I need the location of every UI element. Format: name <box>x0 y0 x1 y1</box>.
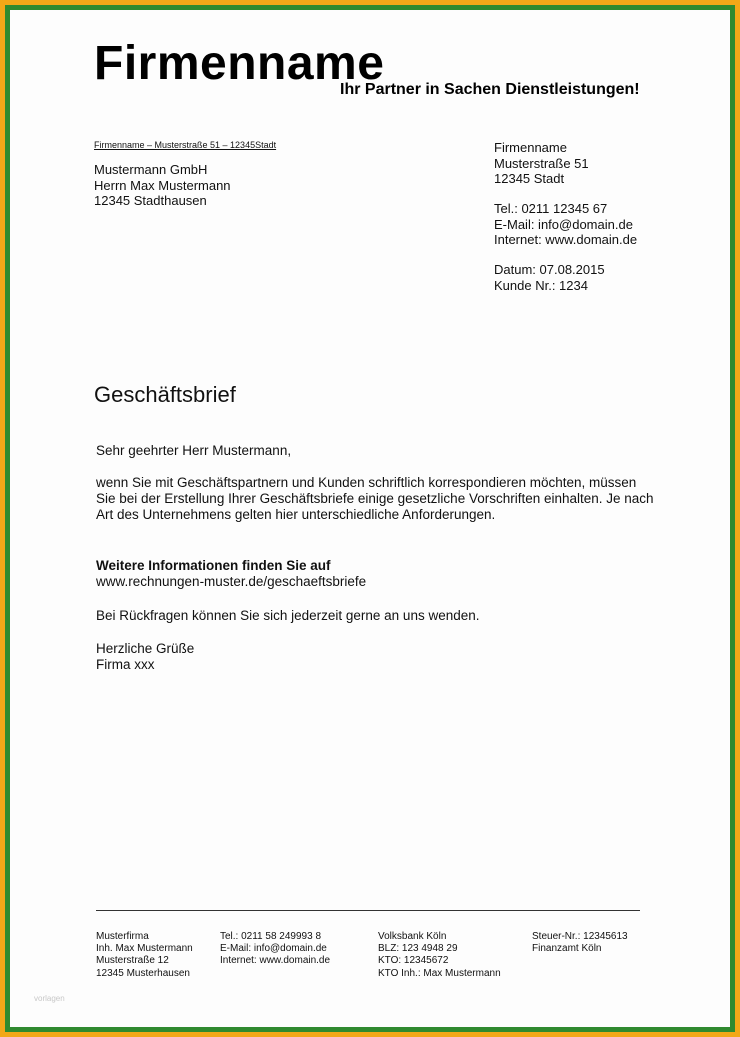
footer-line: E-Mail: info@domain.de <box>220 943 327 955</box>
footer-line: Internet: www.domain.de <box>220 955 331 967</box>
footer-line: Steuer-Nr.: 12345613 <box>532 931 628 942</box>
footer-line: 12345 Musterhausen <box>96 967 190 979</box>
footer-column-bank <box>378 931 501 980</box>
letter-questions: Bei Rückfragen können Sie sich jederzeit gerne an uns wenden. <box>96 608 480 623</box>
recipient-line: Mustermann GmbH <box>94 162 208 177</box>
footer-line: Inh. Max Mustermann <box>96 943 193 955</box>
letter-page <box>10 10 730 1027</box>
letter-paragraph: wenn Sie mit Geschäftspartnern und Kunden schriftlich korrespondieren möchten, müssen Sie bei der Erstellung Ihrer Geschäftsbriefe einige gesetzliche Vorschriften einhalten. Je nach Art des Unternehmens gelten hier unterschiedliche Anforderungen. <box>96 475 654 522</box>
info-line: Datum: 07.08.2015 <box>494 262 605 277</box>
info-line: Firmenname <box>494 140 567 155</box>
footer-line: Volksbank Köln <box>378 931 447 942</box>
letter-salutation: Sehr geehrter Herr Mustermann, <box>96 443 292 458</box>
footer-line: Musterstraße 12 <box>96 955 169 967</box>
footer-line: KTO: 12345672 <box>378 955 449 967</box>
recipient-line: Herrn Max Mustermann <box>94 177 231 193</box>
footer-line: Finanzamt Köln <box>532 943 602 955</box>
watermark: vorlagen <box>34 994 65 1003</box>
recipient-line: 12345 Stadthausen <box>94 193 207 208</box>
letter-closing: Herzliche Grüße <box>96 641 195 656</box>
info-line: Tel.: 0211 12345 67 <box>494 201 608 216</box>
footer-line: KTO Inh.: Max Mustermann <box>378 967 501 979</box>
letter-closing-company: Firma xxx <box>96 657 155 672</box>
info-line: E-Mail: info@domain.de <box>494 216 633 232</box>
company-name-heading: Firmenname <box>94 37 385 90</box>
info-meta-block <box>494 262 605 293</box>
recipient-address <box>94 162 231 209</box>
info-line: 12345 Stadt <box>494 171 565 186</box>
footer-column-contact <box>220 931 330 968</box>
footer-line: Musterfirma <box>96 931 149 942</box>
footer-line: Tel.: 0211 58 249993 8 <box>220 931 322 942</box>
info-line: Kunde Nr.: 1234 <box>494 277 588 293</box>
company-tagline: Ihr Partner in Sachen Dienstleistungen! <box>340 81 640 98</box>
more-info-title: Weitere Informationen finden Sie auf <box>96 558 331 573</box>
more-info-url: www.rechnungen-muster.de/geschaeftsbriefe <box>96 574 367 589</box>
footer-column-company <box>96 931 193 980</box>
info-contact-block <box>494 201 637 248</box>
letter-subject: Geschäftsbrief <box>94 382 236 407</box>
footer-line: BLZ: 123 4948 29 <box>378 943 458 955</box>
info-line: Musterstraße 51 <box>494 155 589 171</box>
footer-divider <box>96 910 640 911</box>
sender-return-address: Firmenname – Musterstraße 51 – 12345Stadt <box>94 140 277 150</box>
info-company-block <box>494 140 589 187</box>
info-line: Internet: www.domain.de <box>494 232 638 247</box>
footer-column-tax <box>532 931 628 955</box>
